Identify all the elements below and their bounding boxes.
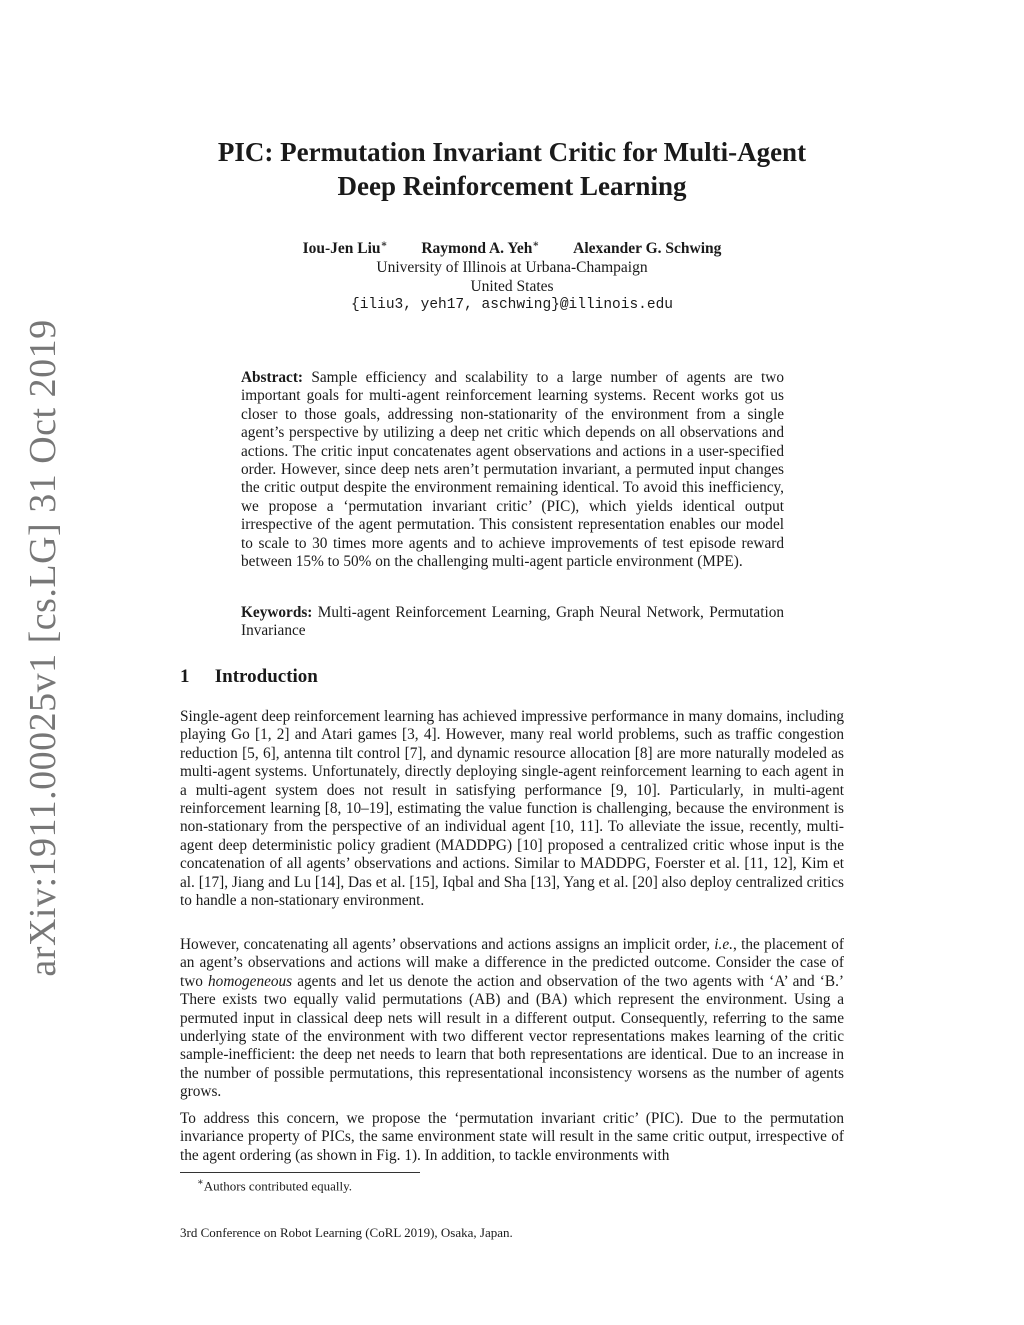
footnote-marker: ∗ [197,1177,204,1188]
title-line-2: Deep Reinforcement Learning [337,171,687,201]
author-3: Alexander G. Schwing [573,240,722,258]
title-line-1: PIC: Permutation Invariant Critic for Multi-Agent [217,137,807,167]
abstract-text: Sample efficiency and scalability to a large number of agents are two important goals for multi-agent reinforcement learning systems. Recent works got us closer to those goals, addressing non-stationarity of the environment from a single agent’s perspective by utilizing a deep net critic which depends on all observations and actions. The critic input concatenates agent observations and actions in a user-specified order. However, since deep nets aren’t permutation invariant, a permuted input changes the critic output despite the environment remaining identical. To avoid this inefficiency, we propose a ‘permutation invariant critic’ (PIC), which yields identical output irrespective of the agent permutation. This consistent representation enables our model to scale to 30 times more agents and to achieve improvements of test episode reward between 15% to 50% on the challenging multi-agent particle environment (MPE). [241,369,784,571]
arxiv-side-stamp: arXiv:1911.00025v1 [cs.LG] 31 Oct 2019 [22,319,64,977]
footnote-rule [180,1172,420,1173]
author-names [0,235,1024,258]
country: United States [470,278,554,296]
footnote [197,1177,352,1194]
paragraph-3 [180,1110,844,1165]
abstract-label: Abstract: [241,369,304,386]
paragraph-2-text: However, concatenating all agents’ observations and actions assigns an implicit order, i.e., the placement of an agent’s observations and actions will make a difference in the predicted outcome. Consider the case of two homogeneous agents and let us denote the action and observation of the two agents with ‘A’ and ‘B.’ There exists two equally valid permutations (AB) and (BA) which represent the environment. Using a permuted input in classical deep nets will result in a different output. Consequently, referring to the same underlying state of the environment with two different vector representations makes learning of the critic sample-inefficient: the deep net needs to learn that both representations are identical. Due to an increase in the number of possible permutations, this representational inconsistency worsens as the number of agents grows. [180,936,844,1101]
paper-title [0,135,1024,203]
section-title: Introduction [214,666,318,687]
section-heading [180,666,318,688]
author-1: Iou-Jen Liu∗ [302,239,388,258]
affiliation: University of Illinois at Urbana-Champaign [376,259,648,277]
keywords-label: Keywords: [241,604,313,621]
abstract [241,369,784,571]
conference-note: 3rd Conference on Robot Learning (CoRL 2019), Osaka, Japan. [180,1225,513,1240]
footnote-text: Authors contributed equally. [203,1178,353,1194]
author-email: {iliu3, yeh17, aschwing}@illinois.edu [351,297,673,314]
paragraph-1 [180,708,844,910]
paragraph-3-text: To address this concern, we propose the ‘permutation invariant critic’ (PIC). Due to the permutation invariance property of PICs, the same environment state will result in the same critic output, irrespective of the agent ordering (as shown in Fig. 1). In addition, to tackle environments with [180,1110,844,1164]
section-number: 1 [180,666,190,687]
paragraph-2 [180,936,844,1102]
keywords [241,604,784,641]
author-block [0,235,1024,315]
paragraph-1-text: Single-agent deep reinforcement learning has achieved impressive performance in many domains, including playing Go [1, 2] and Atari games [3, 4]. However, many real world problems, such as traffic congestion reduction [5, 6], antenna tilt control [7], and dynamic resource allocation [8] are more naturally modeled as multi-agent systems. Unfortunately, directly deploying single-agent reinforcement learning to each agent in a multi-agent system does not result in satisfying performance [9, 10]. Particularly, in multi-agent reinforcement learning [8, 10–19], estimating the value function is challenging, because the environment is non-stationary from the perspective of an individual agent [10, 11]. To alleviate the issue, recently, multi-agent deep deterministic policy gradient (MADDPG) [10] proposed a centralized critic whose input is the concatenation of all agents’ observations and actions. Similar to MADDPG, Foerster et al. [11, 12], Kim et al. [17], Jiang and Lu [14], Das et al. [15], Iqbal and Sha [13], Yang et al. [20] also deploy centralized critics to handle a non-stationary environment. [180,708,844,910]
keywords-text: Multi-agent Reinforcement Learning, Graph Neural Network, Permutation Invariance [241,604,784,640]
author-2: Raymond A. Yeh∗ [421,239,540,258]
